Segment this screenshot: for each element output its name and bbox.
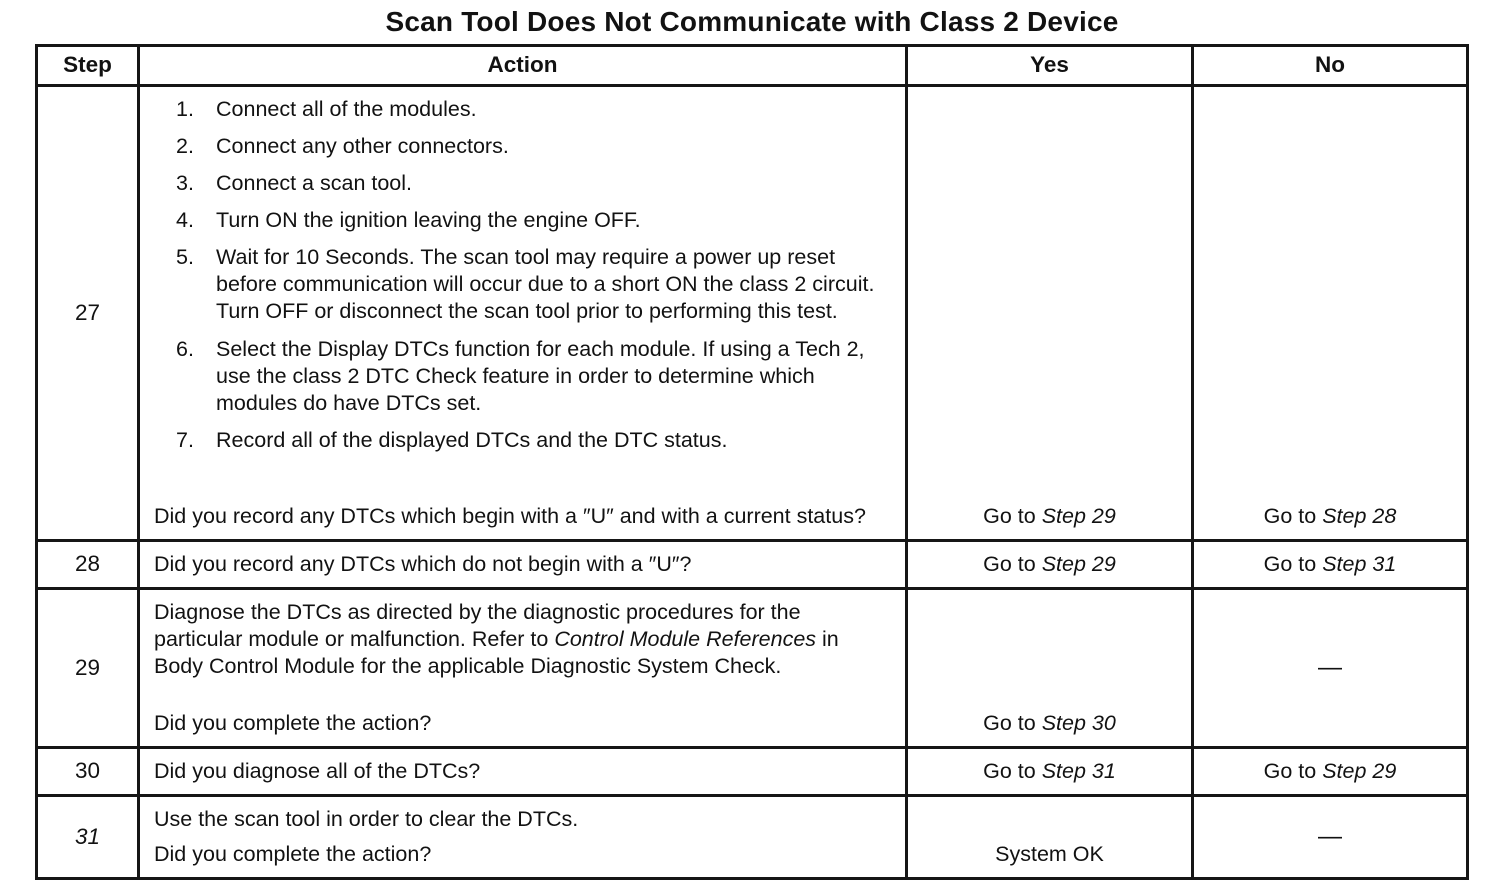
item-text: Wait for 10 Seconds. The scan tool may require a power up reset before communication will occur due to a short ON the class 2 circuit. Turn OFF or disconnect the scan tool prior to performing this test. — [216, 245, 875, 324]
dash: — — [1318, 823, 1342, 851]
action-statement: Use the scan tool in order to clear the DTCs. — [154, 807, 579, 832]
yes-cell — [908, 749, 1194, 794]
header-yes: Yes — [908, 47, 1194, 84]
table-row-30 — [38, 746, 1466, 794]
list-item — [176, 96, 889, 123]
action-question: Did you complete the action? — [154, 842, 432, 867]
yes-cell — [908, 542, 1194, 587]
step-cell: 31 — [38, 797, 140, 877]
goto-text — [1264, 551, 1397, 578]
action-list — [154, 96, 889, 464]
header-row — [38, 47, 1466, 84]
action-paragraph — [154, 599, 889, 680]
step-cell: 28 — [38, 542, 140, 587]
list-item — [176, 133, 889, 160]
goto-prefix: Go to — [983, 552, 1042, 576]
action-cell — [140, 87, 908, 539]
goto-prefix: Go to — [1263, 759, 1323, 784]
header-step: Step — [38, 47, 140, 84]
goto-prefix: Go to — [1263, 552, 1323, 576]
step-cell: 27 — [38, 87, 140, 539]
item-text: Select the Display DTCs function for each module. If using a Tech 2, use the class 2 DTC Check feature in order to determine which modules do have DTCs set. — [216, 336, 865, 415]
no-cell — [1194, 797, 1466, 877]
item-text: Connect a scan tool. — [216, 171, 413, 196]
step-cell: 30 — [38, 749, 140, 794]
list-item — [176, 336, 889, 417]
item-number: 5. — [176, 245, 194, 270]
list-item — [176, 427, 889, 454]
item-number: 3. — [176, 171, 194, 196]
reference-title: Control Module References — [554, 627, 817, 652]
no-cell — [1194, 590, 1466, 746]
item-number: 7. — [176, 427, 194, 452]
action-question: Did you record any DTCs which do not begin with a ″U″? — [154, 552, 692, 576]
step-ref: Step 31 — [1322, 552, 1397, 576]
list-item — [176, 244, 889, 325]
step-ref: Step 29 — [1041, 503, 1116, 528]
yes-cell — [908, 87, 1194, 539]
action-cell — [140, 542, 908, 587]
goto-prefix: Go to — [983, 759, 1042, 784]
goto-text — [1264, 503, 1397, 530]
step-ref: Step 31 — [1041, 759, 1116, 784]
table-row-28 — [38, 539, 1466, 587]
goto-text — [983, 503, 1116, 530]
list-item — [176, 207, 889, 234]
no-cell — [1194, 542, 1466, 587]
goto-text — [983, 710, 1116, 737]
action-question: Did you complete the action? — [154, 711, 432, 735]
goto-text — [983, 758, 1116, 785]
table-row-27 — [38, 84, 1466, 539]
item-text: Record all of the displayed DTCs and the DTC status. — [216, 427, 728, 452]
action-cell — [140, 590, 908, 746]
paragraph-text: in Body Control Module for the applicable Diagnostic System Check. — [154, 627, 839, 679]
goto-prefix: Go to — [983, 503, 1042, 528]
item-text: Connect any other connectors. — [216, 134, 509, 159]
goto-prefix: Go to — [1263, 503, 1323, 528]
item-number: 6. — [176, 336, 194, 361]
action-question: Did you record any DTCs which begin with a ″U″ and with a current status? — [154, 503, 866, 528]
yes-cell — [908, 797, 1194, 877]
no-cell — [1194, 87, 1466, 539]
page-title: Scan Tool Does Not Communicate with Class 2 Device — [385, 6, 1119, 37]
item-number: 2. — [176, 134, 194, 159]
item-text: Connect all of the modules. — [216, 97, 477, 121]
goto-text — [1264, 758, 1397, 785]
goto-text — [983, 551, 1116, 578]
step-ref: Step 29 — [1041, 552, 1116, 576]
action-cell — [140, 749, 908, 794]
item-number: 4. — [176, 208, 194, 233]
table-row-29 — [38, 587, 1466, 746]
no-cell — [1194, 749, 1466, 794]
paragraph-text: Diagnose the DTCs as directed by the diagnostic procedures for the particular module or malfunction. Refer to — [154, 600, 801, 652]
action-cell — [140, 797, 908, 877]
header-no: No — [1315, 52, 1345, 78]
goto-prefix: Go to — [983, 711, 1042, 735]
item-number: 1. — [176, 97, 194, 121]
yes-cell — [908, 590, 1194, 746]
step-cell: 29 — [38, 590, 140, 746]
system-ok-text: System OK — [995, 842, 1104, 867]
action-question: Did you diagnose all of the DTCs? — [154, 759, 481, 784]
dash: — — [1318, 653, 1342, 681]
table-row-31 — [38, 794, 1466, 877]
header-action: Action — [140, 47, 908, 84]
step-ref: Step 29 — [1322, 759, 1397, 784]
item-text: Turn ON the ignition leaving the engine OFF. — [216, 208, 641, 233]
step-ref: Step 28 — [1322, 503, 1397, 528]
diagnostic-table — [35, 44, 1469, 880]
list-item — [176, 170, 889, 197]
step-ref: Step 30 — [1041, 711, 1116, 735]
